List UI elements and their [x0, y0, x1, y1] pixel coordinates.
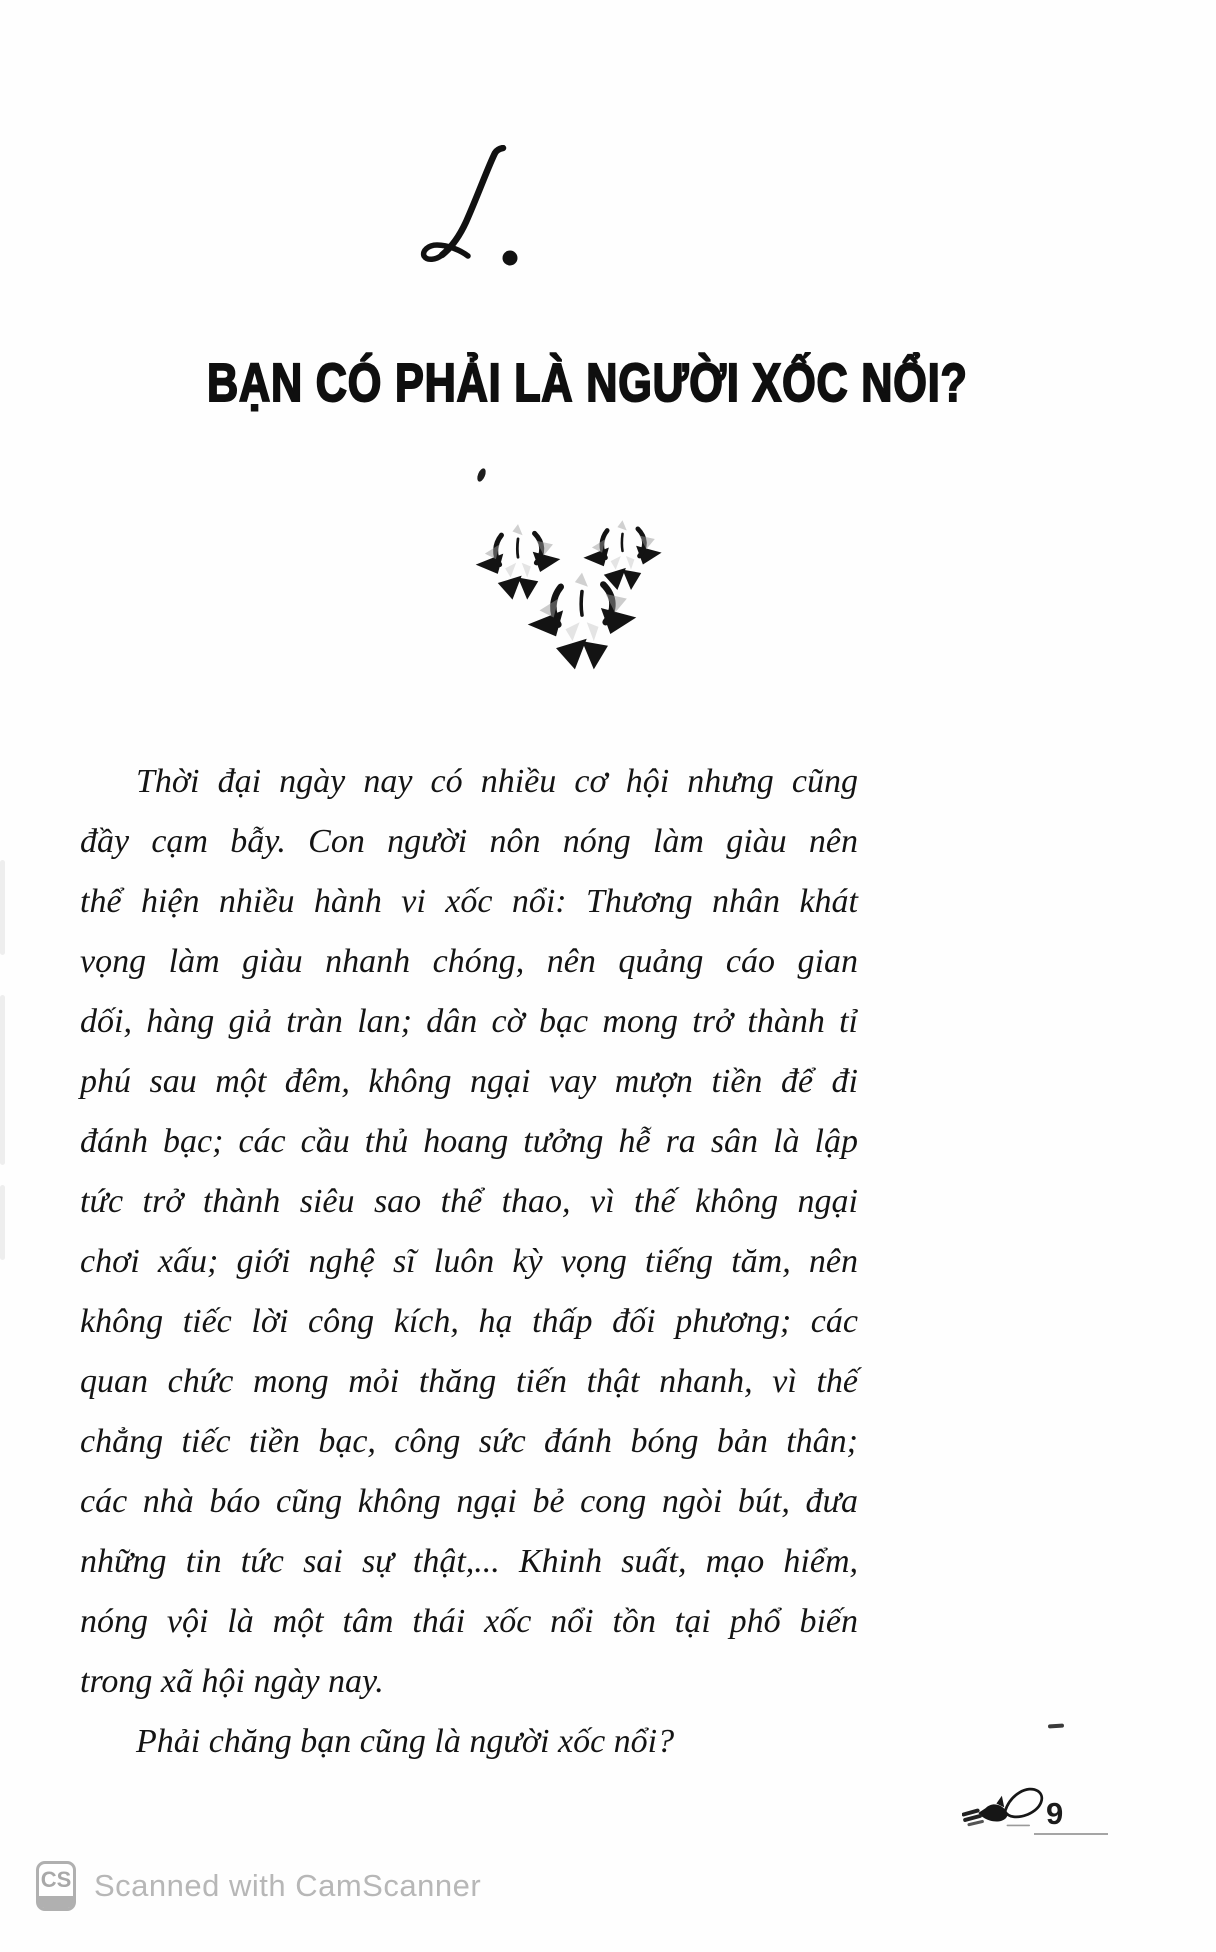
camscanner-logo-text: CS	[40, 1867, 72, 1892]
body-line: quan chức mong mỏi thăng tiến thật nhanh, vì thế	[80, 1363, 858, 1400]
body-line: không tiếc lời công kích, hạ thấp đối phương; các	[80, 1303, 858, 1340]
body-line: Phải chăng bạn cũng là người xốc nổi?	[136, 1723, 675, 1760]
body-line: vọng làm giàu nhanh chóng, nên quảng cáo gian	[80, 943, 858, 980]
scan-edge-mark	[0, 1185, 5, 1260]
lotus-flower-ornament	[468, 520, 683, 685]
body-line: phú sau một đêm, không ngại vay mượn tiền để đi	[80, 1063, 858, 1100]
scan-artifact-dash	[1048, 1723, 1064, 1728]
body-line: đánh bạc; các cầu thủ hoang tưởng hễ ra sân là lập	[80, 1123, 858, 1160]
body-line: thể hiện nhiều hành vi xốc nổi: Thương nhân khát	[80, 883, 858, 920]
body-line: dối, hàng giả tràn lan; dân cờ bạc mong trở thành tỉ	[80, 1003, 858, 1040]
body-line: Thời đại ngày nay có nhiều cơ hội nhưng cũng	[136, 763, 858, 800]
body-line: các nhà báo cũng không ngại bẻ cong ngòi bút, đưa	[80, 1483, 858, 1520]
chapter-number-script	[410, 145, 530, 275]
body-line: những tin tức sai sự thật,... Khinh suất, mạo hiểm,	[80, 1543, 858, 1580]
watermark-label: Scanned with CamScanner	[94, 1868, 482, 1903]
camscanner-logo-icon	[36, 1861, 76, 1911]
scan-edge-mark	[0, 860, 5, 955]
body-text	[80, 752, 858, 1772]
body-line: chẳng tiếc tiền bạc, công sức đánh bóng bản thân;	[80, 1423, 858, 1460]
body-line: đầy cạm bẫy. Con người nôn nóng làm giàu nên	[80, 823, 858, 860]
scan-edge-mark	[0, 995, 5, 1165]
body-line: nóng vội là một tâm thái xốc nổi tồn tại phổ biến	[80, 1603, 858, 1640]
body-line: trong xã hội ngày nay.	[80, 1663, 384, 1700]
page-number-underline	[1034, 1833, 1108, 1835]
scan-artifact-speck	[476, 467, 488, 483]
camscanner-watermark	[36, 1858, 481, 1914]
camscanner-logo-strip	[39, 1896, 73, 1908]
quill-flourish-icon	[962, 1780, 1048, 1838]
body-line: chơi xấu; giới nghệ sĩ luôn kỳ vọng tiếng tăm, nên	[80, 1243, 858, 1280]
page-number: 9	[1046, 1796, 1064, 1831]
chapter-title: BẠN CÓ PHẢI LÀ NGƯỜI XỐC NỔI?	[207, 353, 968, 413]
body-line: tức trở thành siêu sao thể thao, vì thế không ngại	[80, 1183, 858, 1220]
